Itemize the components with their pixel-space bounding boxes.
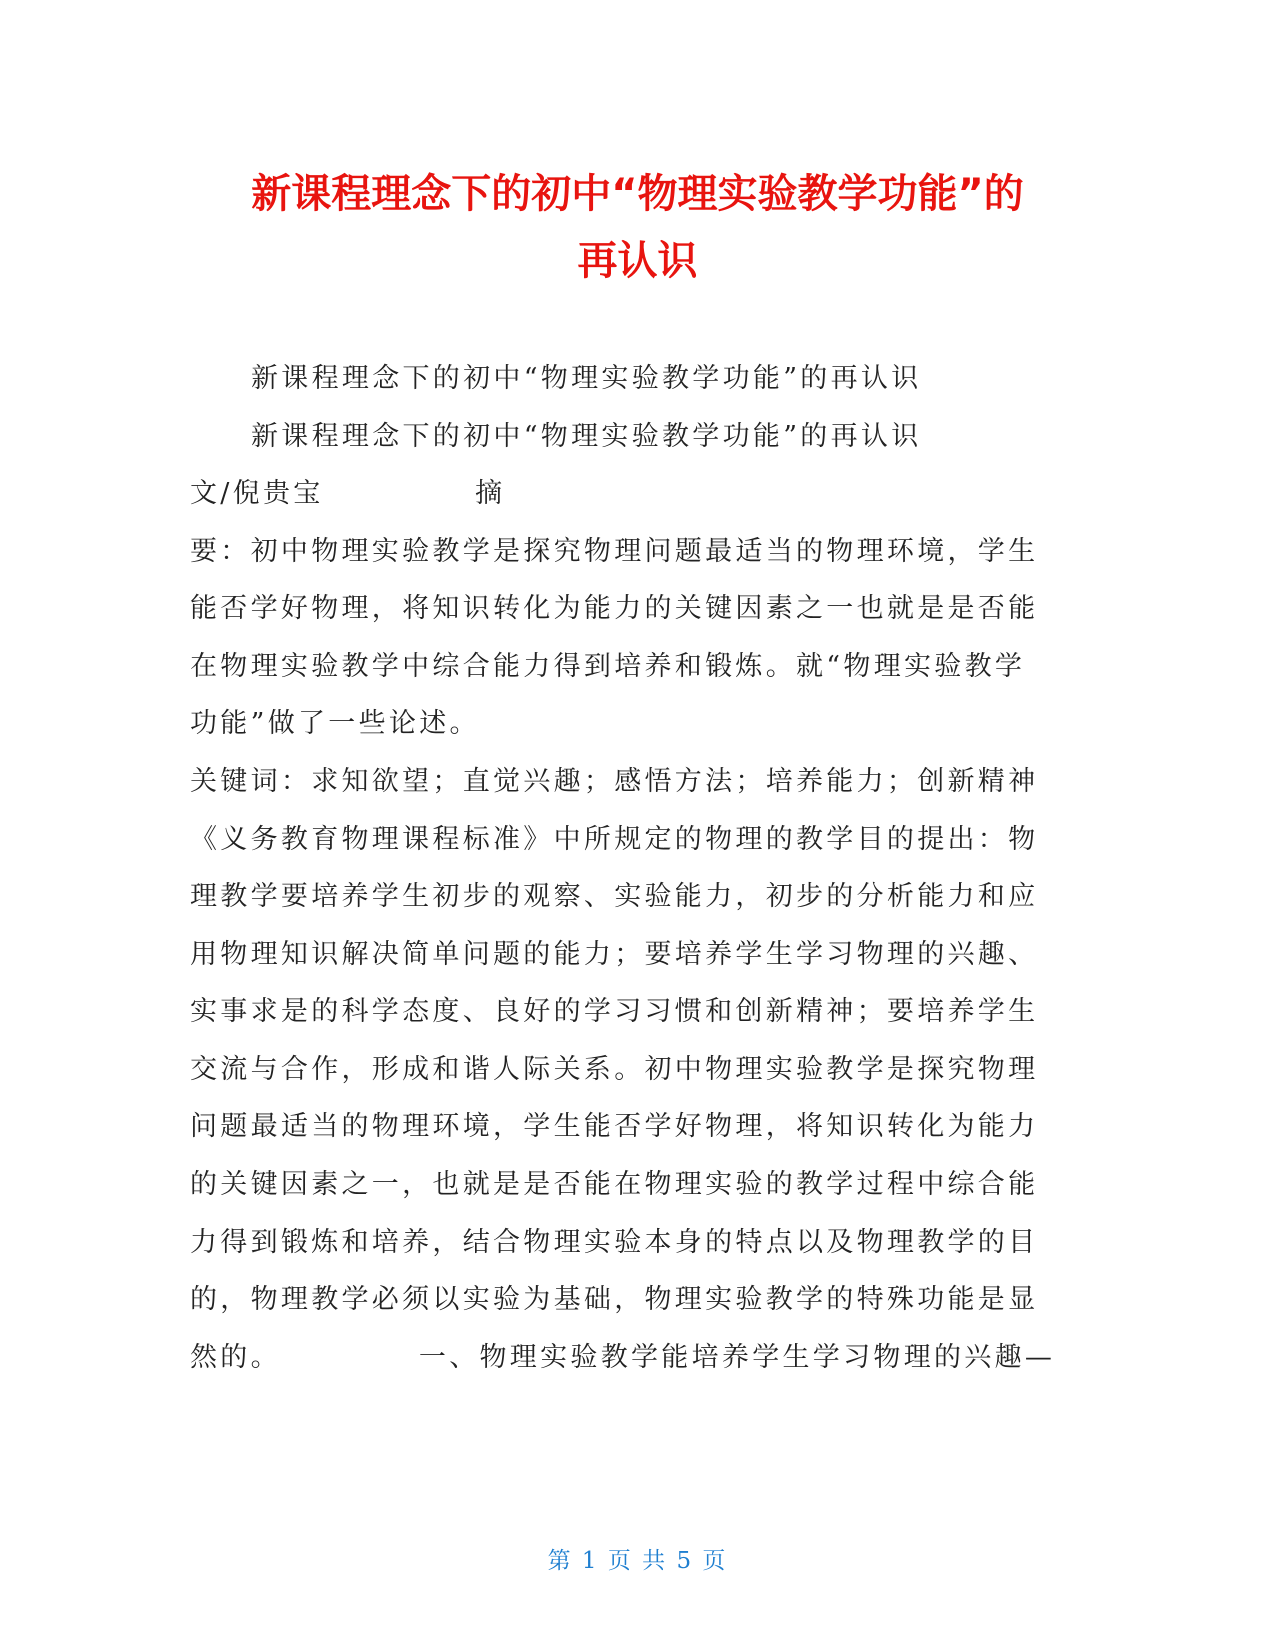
body-line: 功能”做了一些论述。 (190, 708, 480, 739)
body-line: 用物理知识解决简单问题的能力；要培养学生学习物理的兴趣、 (190, 939, 1039, 970)
body-line: 理教学要培养学生初步的观察、实验能力，初步的分析能力和应 (190, 881, 1039, 912)
body-line: 新课程理念下的初中“物理实验教学功能”的再认识 (251, 363, 922, 394)
body-line: 交流与合作，形成和谐人际关系。初中物理实验教学是探究物理 (190, 1054, 1039, 1085)
body-line: 然的。 一、物理实验教学能培养学生学习物理的兴趣— (190, 1342, 1056, 1373)
keywords-line: 关键词：求知欲望；直觉兴趣；感悟方法；培养能力；创新精神 (190, 766, 1039, 797)
page-footer: 第 1 页 共 5 页 (547, 1548, 728, 1574)
body-line: 的关键因素之一，也就是是否能在物理实验的教学过程中综合能 (190, 1169, 1039, 1200)
document-title-line-2: 再认识 (577, 238, 698, 284)
body-line: 问题最适当的物理环境，学生能否学好物理，将知识转化为能力 (190, 1111, 1039, 1142)
body-line: 的，物理教学必须以实验为基础，物理实验教学的特殊功能是显 (190, 1284, 1039, 1315)
body-line: 《义务教育物理课程标准》中所规定的物理的教学目的提出：物 (190, 824, 1039, 855)
body-line: 要：初中物理实验教学是探究物理问题最适当的物理环境，学生 (190, 536, 1039, 567)
body-line: 实事求是的科学态度、良好的学习习惯和创新精神；要培养学生 (190, 996, 1039, 1027)
body-line: 力得到锻炼和培养，结合物理实验本身的特点以及物理教学的目 (190, 1227, 1039, 1258)
body-line: 能否学好物理，将知识转化为能力的关键因素之一也就是是否能 (190, 593, 1039, 624)
body-line: 文/倪贵宝 摘 (190, 478, 506, 509)
document-title-line-1: 新课程理念下的初中“物理实验教学功能”的 (251, 171, 1024, 217)
body-line: 新课程理念下的初中“物理实验教学功能”的再认识 (251, 421, 922, 452)
body-line: 在物理实验教学中综合能力得到培养和锻炼。就“物理实验教学 (190, 651, 1026, 682)
